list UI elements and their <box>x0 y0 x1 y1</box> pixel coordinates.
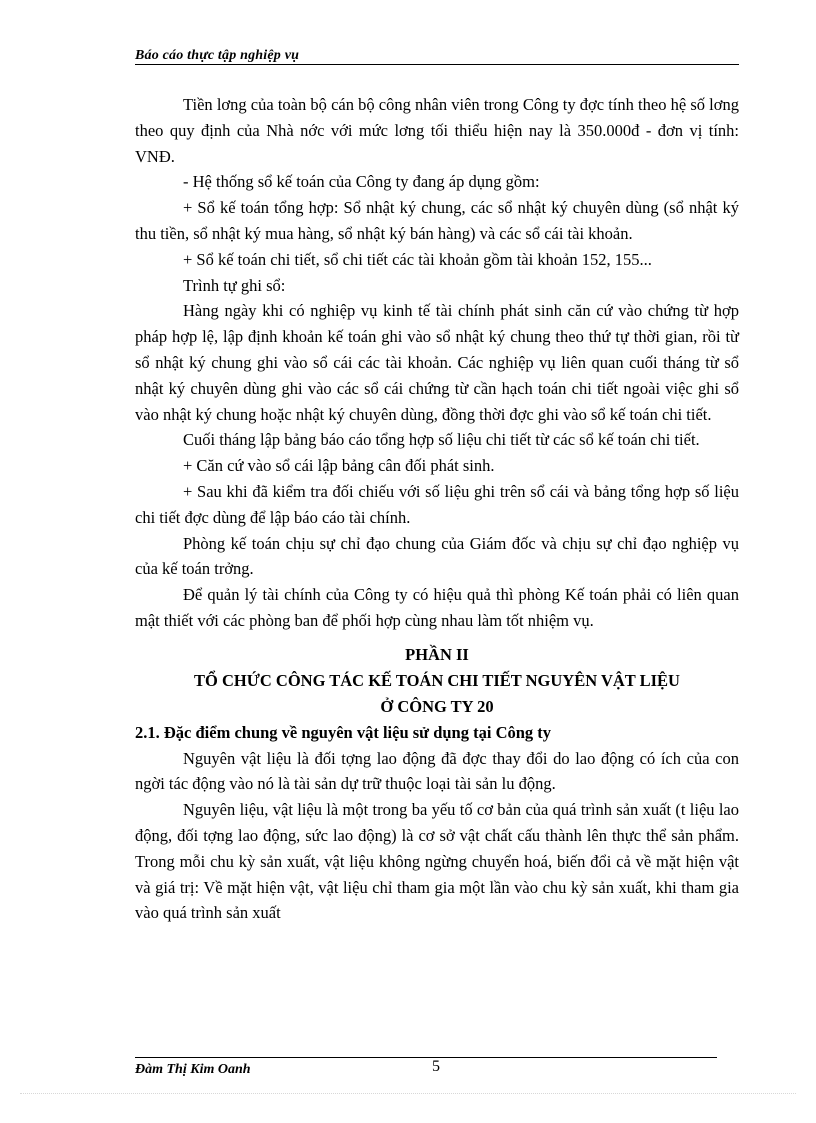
paragraph: Tiền lơng của toàn bộ cán bộ công nhân viên trong Công ty đợc tính theo hệ số lơng theo quy định của Nhà nớc với mức lơng tối thiểu hiện nay là 350.000đ - đơn vị tính: VNĐ. <box>135 95 739 166</box>
header-rule <box>135 64 739 65</box>
paragraph: Hàng ngày khi có nghiệp vụ kinh tế tài chính phát sinh căn cứ vào chứng từ hợp pháp hợp lệ, lập định khoản kế toán ghi vào sổ nhật ký chung theo thứ tự thời gian, rồi từ sổ nhật ký chung ghi vào sổ cái các tài khoản. Các nghiệp vụ liên quan cuối tháng từ sổ nhật ký chuyên dùng ghi vào các sổ cái chứng từ cần hạch toán chi tiết ngoài việc ghi sổ vào nhật ký chung hoặc nhật ký chuyên dùng, đồng thời đợc ghi vào sổ kế toán chi tiết. <box>135 301 739 424</box>
paragraph: Nguyên vật liệu là đối tợng lao động đã đợc thay đổi do lao động có ích của con ngời tác động vào nó là tài sản dự trữ thuộc loại tài sản lu động. <box>135 748 739 794</box>
running-header: Báo cáo thực tập nghiệp vụ <box>135 48 300 63</box>
section-title <box>135 642 739 720</box>
section-number: PHẦN II <box>405 644 469 664</box>
paragraph: Cuối tháng lập bảng báo cáo tổng hợp số liệu chi tiết từ các sổ kế toán chi tiết. <box>183 430 700 450</box>
page-edge-divider <box>20 1093 796 1094</box>
document-body <box>135 92 739 926</box>
paragraph: + Sổ kế toán chi tiết, sổ chi tiết các tài khoản gồm tài khoản 152, 155... <box>183 249 652 269</box>
paragraph: Để quản lý tài chính của Công ty có hiệu quả thì phòng Kế toán phải có liên quan mật thiết với các phòng ban để phối hợp cùng nhau làm tốt nhiệm vụ. <box>135 585 739 630</box>
paragraph: - Hệ thống sổ kế toán của Công ty đang áp dụng gồm: <box>183 172 540 192</box>
paragraph: + Căn cứ vào sổ cái lập bảng cân đối phát sinh. <box>183 456 495 476</box>
page-number: 5 <box>432 1058 440 1075</box>
footer-author: Đàm Thị Kim Oanh <box>135 1062 251 1077</box>
paragraph: Nguyên liệu, vật liệu là một trong ba yếu tố cơ bản của quá trình sản xuất (t liệu lao động, đối tợng lao động, sức lao động) là cơ sở vật chất cấu thành lên thực thể sản phẩm. Trong mỗi chu kỳ sản xuất, vật liệu không ngừng chuyển hoá, biến đổi cả về mặt hiện vật và giá trị: Về mặt hiện vật, vật liệu chỉ tham gia một lần vào chu kỳ sản xuất, khi tham gia vào quá trình sản xuất <box>135 800 739 923</box>
section-subheading: Ở CÔNG TY 20 <box>380 696 494 716</box>
paragraph: + Sổ kế toán tổng hợp: Sổ nhật ký chung, các sổ nhật ký chuyên dùng (sổ nhật ký thu tiền, sổ nhật ký mua hàng, sổ nhật ký bán hàng) và các sổ cái tài khoản. <box>135 198 739 243</box>
subsection-heading: 2.1. Đặc điểm chung về nguyên vật liệu sử dụng tại Công ty <box>135 722 552 742</box>
footer-rule <box>135 1057 717 1058</box>
paragraph: Phòng kế toán chịu sự chỉ đạo chung của Giám đốc và chịu sự chỉ đạo nghiệp vụ của kế toán trởng. <box>135 533 739 579</box>
paragraph: Trình tự ghi sổ: <box>183 275 286 295</box>
paragraph: + Sau khi đã kiểm tra đối chiếu với số liệu ghi trên sổ cái và bảng tổng hợp số liệu chi tiết đợc dùng để lập báo cáo tài chính. <box>135 481 739 527</box>
section-heading: TỔ CHỨC CÔNG TÁC KẾ TOÁN CHI TIẾT NGUYÊN VẬT LIỆU <box>194 670 680 690</box>
